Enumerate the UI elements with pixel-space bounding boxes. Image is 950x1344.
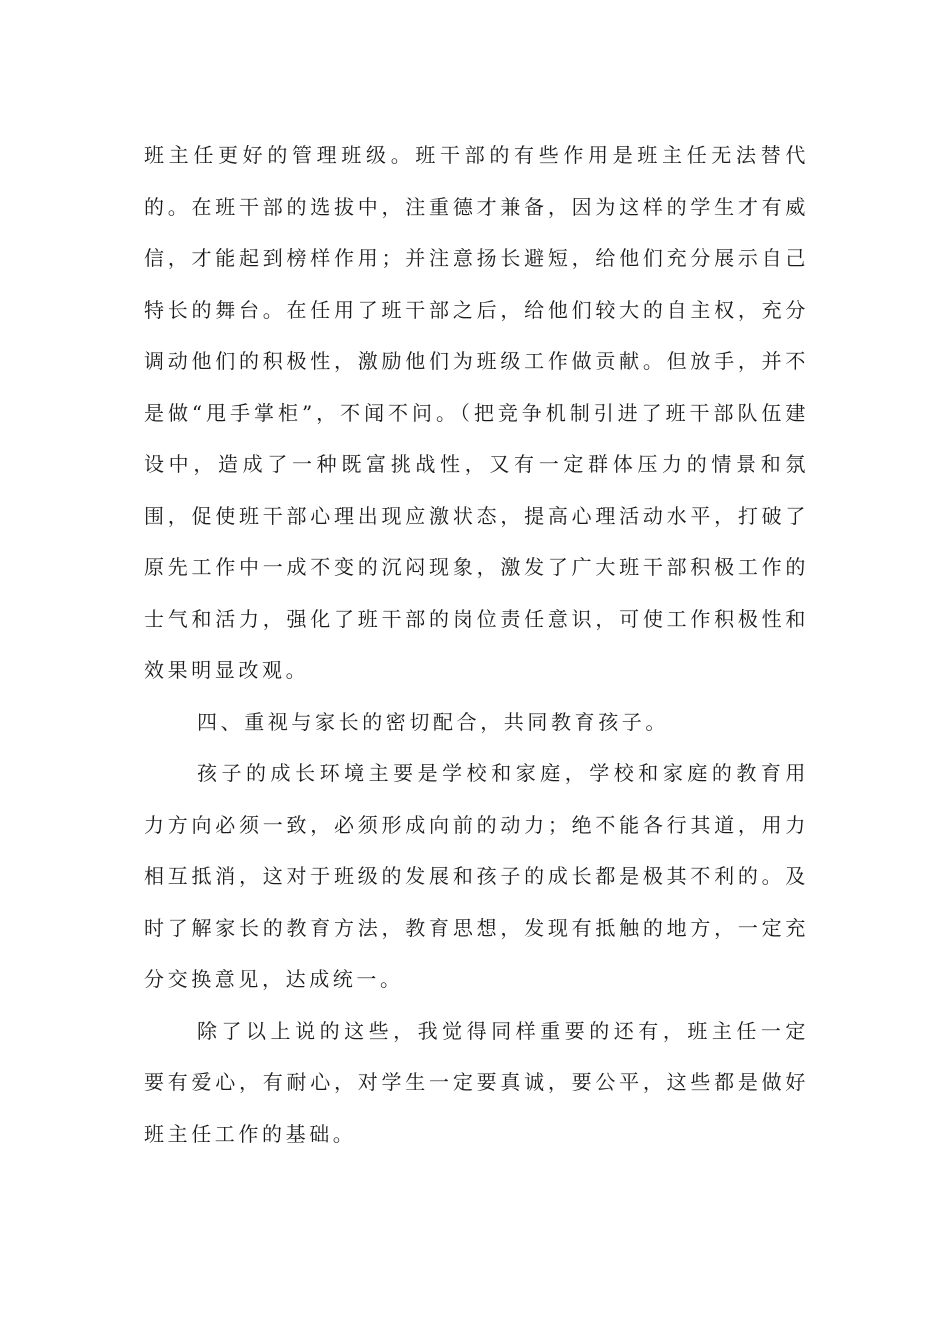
paragraph-home-school: 孩子的成长环境主要是学校和家庭，学校和家庭的教育用力方向必须一致，必须形成向前的动力；绝不能各行其道，用力相互抵消，这对于班级的发展和孩子的成长都是极其不利的。及时了解家长的教育方法，教育思想，发现有抵触的地方，一定充分交换意见，达成统一。 bbox=[144, 761, 809, 991]
section-heading-parents: 四、重视与家长的密切配合，共同教育孩子。 bbox=[197, 709, 669, 734]
paragraph-class-cadres: 班主任更好的管理班级。班干部的有些作用是班主任无法替代的。在班干部的选拔中，注重德才兼备，因为这样的学生才有威信，才能起到榜样作用；并注意扬长避短，给他们充分展示自己特长的舞台。在任用了班干部之后，给他们较大的自主权，充分调动他们的积极性，激励他们为班级工作做贡献。但放手，并不是做“甩手掌柜”，不闻不问。（把竞争机制引进了班干部队伍建设中，造成了一种既富挑战性，又有一定群体压力的情景和氛围，促使班干部心理出现应激状态，提高心理活动水平，打破了原先工作中一成不变的沉闷现象，激发了广大班干部积极工作的士气和活力，强化了班干部的岗位责任意识，可使工作积极性和效果明显改观。 bbox=[144, 143, 809, 682]
paragraph-conclusion: 除了以上说的这些，我觉得同样重要的还有，班主任一定要有爱心，有耐心，对学生一定要真诚，要公平，这些都是做好班主任工作的基础。 bbox=[144, 1018, 809, 1146]
document-body bbox=[144, 130, 809, 1160]
